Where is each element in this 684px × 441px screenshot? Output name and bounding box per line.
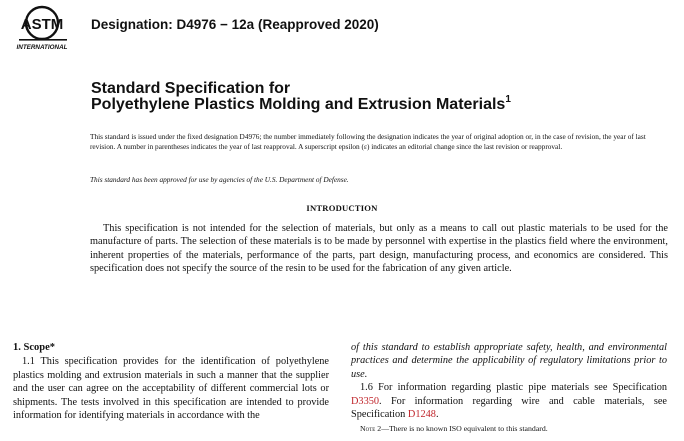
right-column: [351, 341, 667, 436]
title-main: Polyethylene Plastics Molding and Extrusion Materials: [91, 96, 506, 113]
note-text: —There is no known ISO equivalent to this standard.: [381, 424, 548, 434]
paragraph-text: 1.6 For information regarding plastic pipe materials see Specification: [360, 382, 667, 394]
standard-notice: This standard is issued under the fixed designation D4976; the number immediately following the designation indicates the year of original adoption or, in the case of revision, the year of last revision. A number in parentheses indicates the year of last reapproval. A superscript epsilon (ε) indicates an editorial change since the last revision or reapproval.: [90, 132, 646, 151]
title-line-1: Standard Specification for: [91, 80, 291, 97]
designation: Designation: D4976 − 12a (Reapproved 2020): [91, 17, 379, 32]
title-line-2: [91, 96, 511, 114]
paragraph-text: .: [435, 409, 439, 421]
scope-paragraph-1-1: 1.1 This specification provides for the identification of polyethylene plastics molding and extrusion materials in such a manner that the supplier and the user can agree on the acceptability of different commercial lots or shipments. The tests involved in this specification are intended to provide information for identifying materials in accordance with the: [13, 356, 329, 422]
paragraph-text: . For information regarding wire and cable materials, see Specification: [351, 395, 667, 421]
approval-statement: This standard has been approved for use by agencies of the U.S. Department of Defense.: [90, 175, 349, 184]
note-2: [351, 422, 667, 435]
link-d1248[interactable]: D1248: [407, 409, 436, 421]
introduction-heading: INTRODUCTION: [306, 203, 378, 213]
astm-logo: [9, 2, 81, 56]
left-column: [13, 341, 329, 422]
scope-paragraph-1-5-continued: of this standard to establish appropriate safety, health, and environmental practices and determine the applicability of regulatory limitations prior to use.: [351, 342, 667, 380]
scope-paragraph-1-6: [351, 381, 667, 421]
link-d3350[interactable]: D3350: [351, 395, 380, 407]
title-footnote-mark: 1: [505, 94, 511, 105]
scope-heading: 1. Scope*: [13, 342, 55, 353]
introduction-text: This specification is not intended for the selection of materials, but only as a means to call out plastic materials to be used for the manufacture of parts. The selection of these materials is to be made by personnel with expertise in the plastics field where the environment, inherent properties of the materials, performance of the parts, part design, manufacturing process, and economics are considered. This specification does not specify the source of the resin to be used for the fabrication of any given article.: [90, 223, 668, 274]
logo-text: ASTM: [20, 16, 64, 33]
logo-international-text: INTERNATIONAL: [16, 44, 68, 51]
note-label: Note 2: [360, 424, 382, 434]
